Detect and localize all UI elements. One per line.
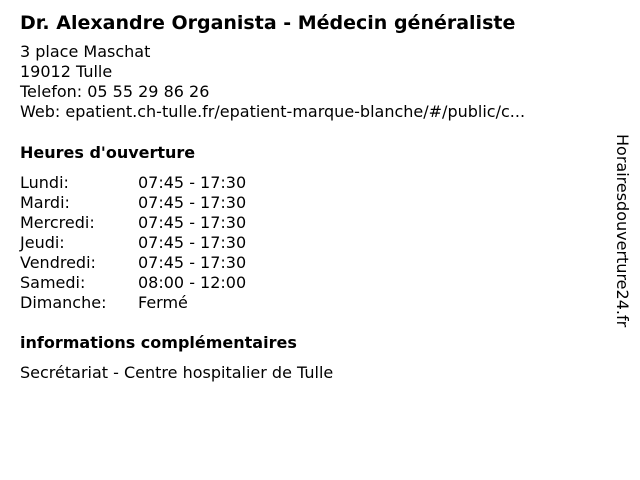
web-link[interactable]: Web: epatient.ch-tulle.fr/epatient-marque-blanche/#/public/c... (20, 102, 526, 121)
hours-time: Fermé (138, 293, 188, 312)
hours-time: 07:45 - 17:30 (138, 193, 247, 212)
hours-day: Vendredi: (20, 253, 96, 272)
address-street: 3 place Maschat (20, 42, 151, 61)
hours-row (20, 253, 600, 273)
hours-time: 07:45 - 17:30 (138, 213, 247, 232)
hours-day: Dimanche: (20, 293, 107, 312)
hours-row (20, 273, 600, 293)
hours-day: Lundi: (20, 173, 69, 192)
extra-info-heading: informations complémentaires (20, 333, 297, 352)
hours-time: 07:45 - 17:30 (138, 173, 247, 192)
contact-block (20, 42, 600, 122)
hours-heading: Heures d'ouverture (20, 143, 196, 162)
hours-day: Samedi: (20, 273, 86, 292)
hours-day: Mardi: (20, 193, 70, 212)
hours-row (20, 173, 600, 193)
site-watermark: Horairesdouverture24.fr (613, 134, 632, 328)
hours-row (20, 233, 600, 253)
page-content (20, 10, 600, 383)
hours-time: 07:45 - 17:30 (138, 253, 247, 272)
hours-row (20, 193, 600, 213)
address-city: 19012 Tulle (20, 62, 113, 81)
hours-row (20, 293, 600, 313)
hours-day: Mercredi: (20, 213, 95, 232)
hours-row (20, 213, 600, 233)
hours-day: Jeudi: (20, 233, 65, 252)
hours-time: 07:45 - 17:30 (138, 233, 247, 252)
hours-time: 08:00 - 12:00 (138, 273, 247, 292)
extra-info-text: Secrétariat - Centre hospitalier de Tulle (20, 363, 334, 382)
hours-table (20, 173, 600, 313)
page-title: Dr. Alexandre Organista - Médecin généraliste (20, 12, 516, 34)
phone-line[interactable]: Telefon: 05 55 29 86 26 (20, 82, 210, 101)
